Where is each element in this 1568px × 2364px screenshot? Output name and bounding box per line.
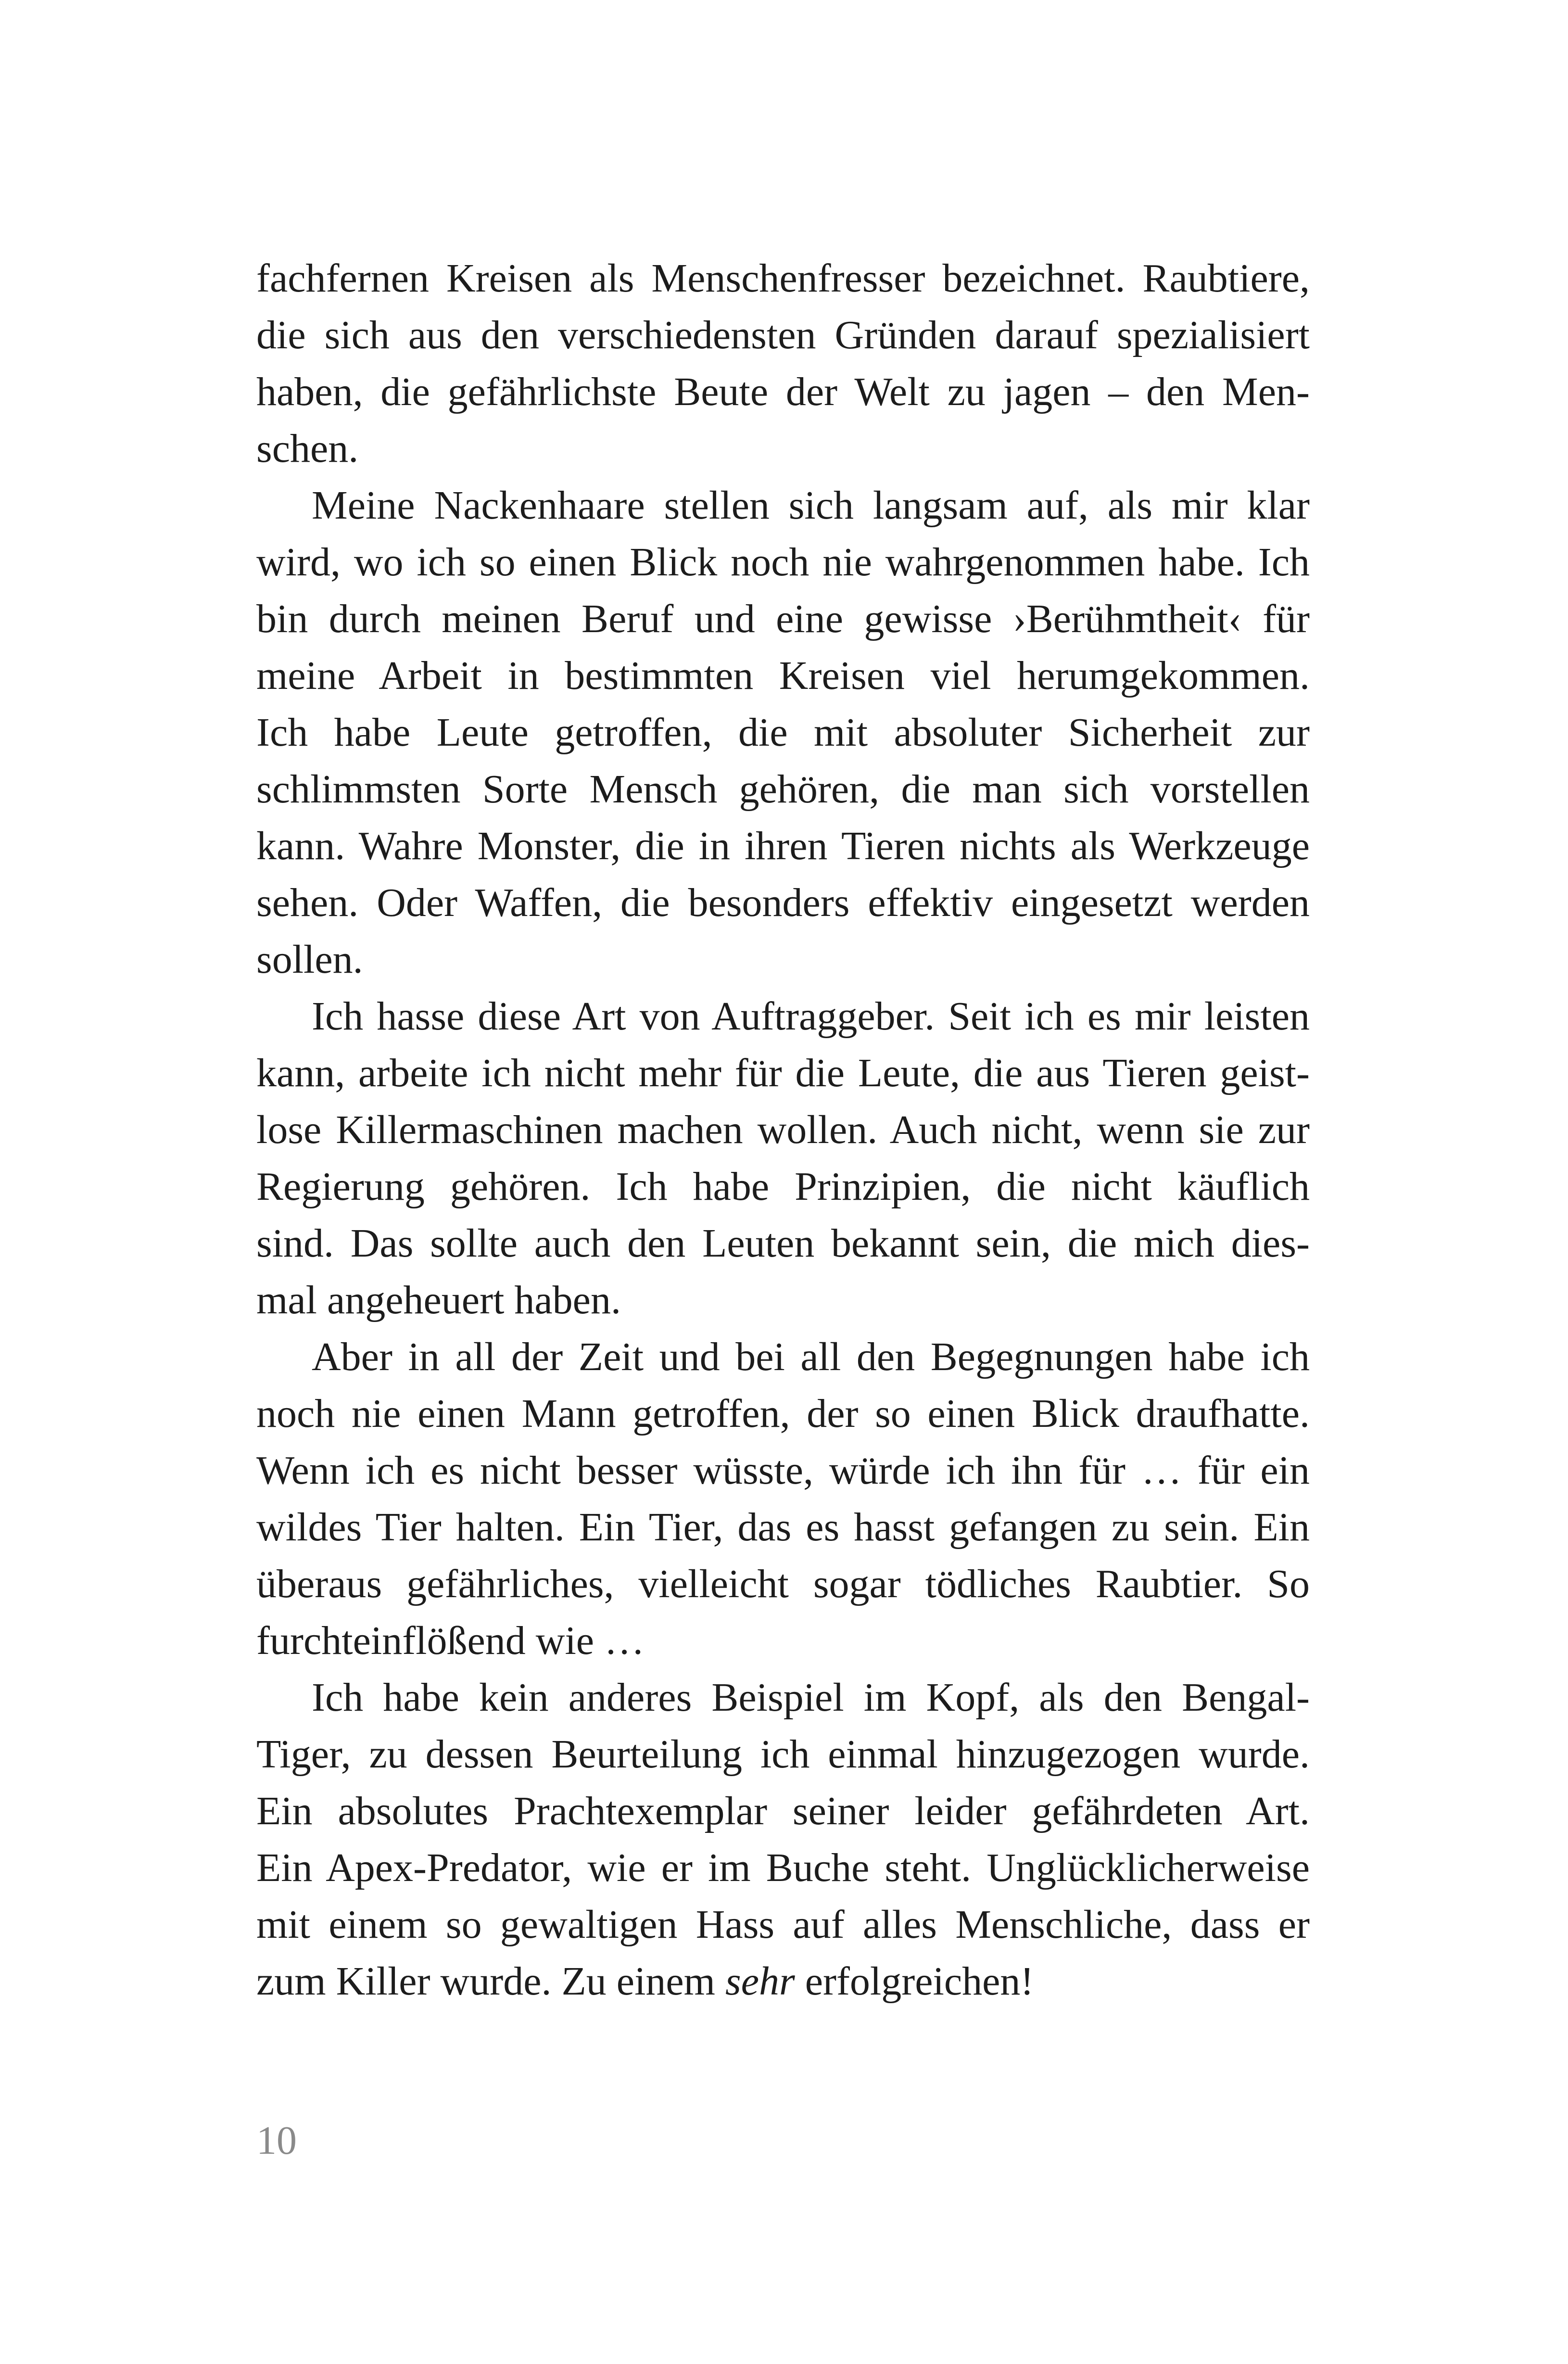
text-line: wildes Tier halten. Ein Tier, das es hasst gefangen zu sein. Ein	[256, 1505, 1310, 1550]
text-line: meine Arbeit in bestimmten Kreisen viel herumgekommen.	[256, 653, 1310, 698]
text-line: noch nie einen Mann getroffen, der so einen Blick draufhatte.	[256, 1391, 1310, 1436]
text-line: fachfernen Kreisen als Menschenfresser bezeichnet. Raubtiere,	[256, 256, 1310, 301]
text-line: schen.	[256, 426, 359, 471]
text-fragment: erfolgreichen!	[795, 1959, 1034, 2004]
text-line: Ein absolutes Prachtexemplar seiner leider gefährdeten Art.	[256, 1789, 1310, 1833]
text-line: lose Killermaschinen machen wollen. Auch nicht, wenn sie zur	[256, 1107, 1310, 1152]
text-line: überaus gefährliches, vielleicht sogar tödliches Raubtier. So	[256, 1562, 1310, 1606]
text-line: Tiger, zu dessen Beurteilung ich einmal hinzugezogen wurde.	[256, 1732, 1310, 1777]
text-line: kann. Wahre Monster, die in ihren Tieren nichts als Werkzeuge	[256, 824, 1310, 868]
text-line: Regierung gehören. Ich habe Prinzipien, die nicht käuflich	[256, 1164, 1310, 1209]
text-line: Ich hasse diese Art von Auftraggeber. Seit ich es mir leisten	[312, 994, 1310, 1039]
text-line: haben, die gefährlichste Beute der Welt zu jagen – den Men-	[256, 369, 1310, 414]
text-line: Ein Apex-Predator, wie er im Buche steht. Unglücklicherweise	[256, 1845, 1310, 1890]
text-line: kann, arbeite ich nicht mehr für die Leute, die aus Tieren geist-	[256, 1051, 1310, 1095]
text-line: bin durch meinen Beruf und eine gewisse ›Berühmtheit‹ für	[256, 597, 1310, 641]
text-line: sind. Das sollte auch den Leuten bekannt sein, die mich dies-	[256, 1221, 1310, 1266]
text-fragment: zum Killer wurde. Zu einem	[256, 1959, 726, 2004]
text-line: sehen. Oder Waffen, die besonders effektiv eingesetzt werden	[256, 880, 1310, 925]
text-line: mal angeheuert haben.	[256, 1278, 621, 1322]
text-line: wird, wo ich so einen Blick noch nie wahrgenommen habe. Ich	[256, 540, 1310, 585]
text-line: sollen.	[256, 937, 363, 982]
emphasized-word: sehr	[725, 1959, 795, 2004]
text-line: die sich aus den verschiedensten Gründen darauf spezialisiert	[256, 313, 1310, 357]
paragraph	[256, 250, 1310, 477]
text-line: Ich habe Leute getroffen, die mit absoluter Sicherheit zur	[256, 710, 1310, 755]
text-line: furchteinflößend wie …	[256, 1618, 645, 1663]
paragraph	[256, 988, 1310, 1329]
paragraph	[256, 477, 1310, 988]
text-line: Wenn ich es nicht besser wüsste, würde ich ihn für … für ein	[256, 1448, 1310, 1493]
text-line: Meine Nackenhaare stellen sich langsam auf, als mir klar	[312, 483, 1310, 528]
text-line: Aber in all der Zeit und bei all den Begegnungen habe ich	[312, 1335, 1310, 1379]
text-line	[256, 1953, 1310, 2010]
text-line: Ich habe kein anderes Beispiel im Kopf, als den Bengal-	[312, 1675, 1310, 1720]
text-line: schlimmsten Sorte Mensch gehören, die man sich vorstellen	[256, 767, 1310, 812]
paragraph	[256, 1329, 1310, 1669]
page-number: 10	[256, 2118, 297, 2163]
paragraph	[256, 1669, 1310, 2010]
body-text	[256, 250, 1310, 2010]
text-line: mit einem so gewaltigen Hass auf alles Menschliche, dass er	[256, 1902, 1310, 1947]
